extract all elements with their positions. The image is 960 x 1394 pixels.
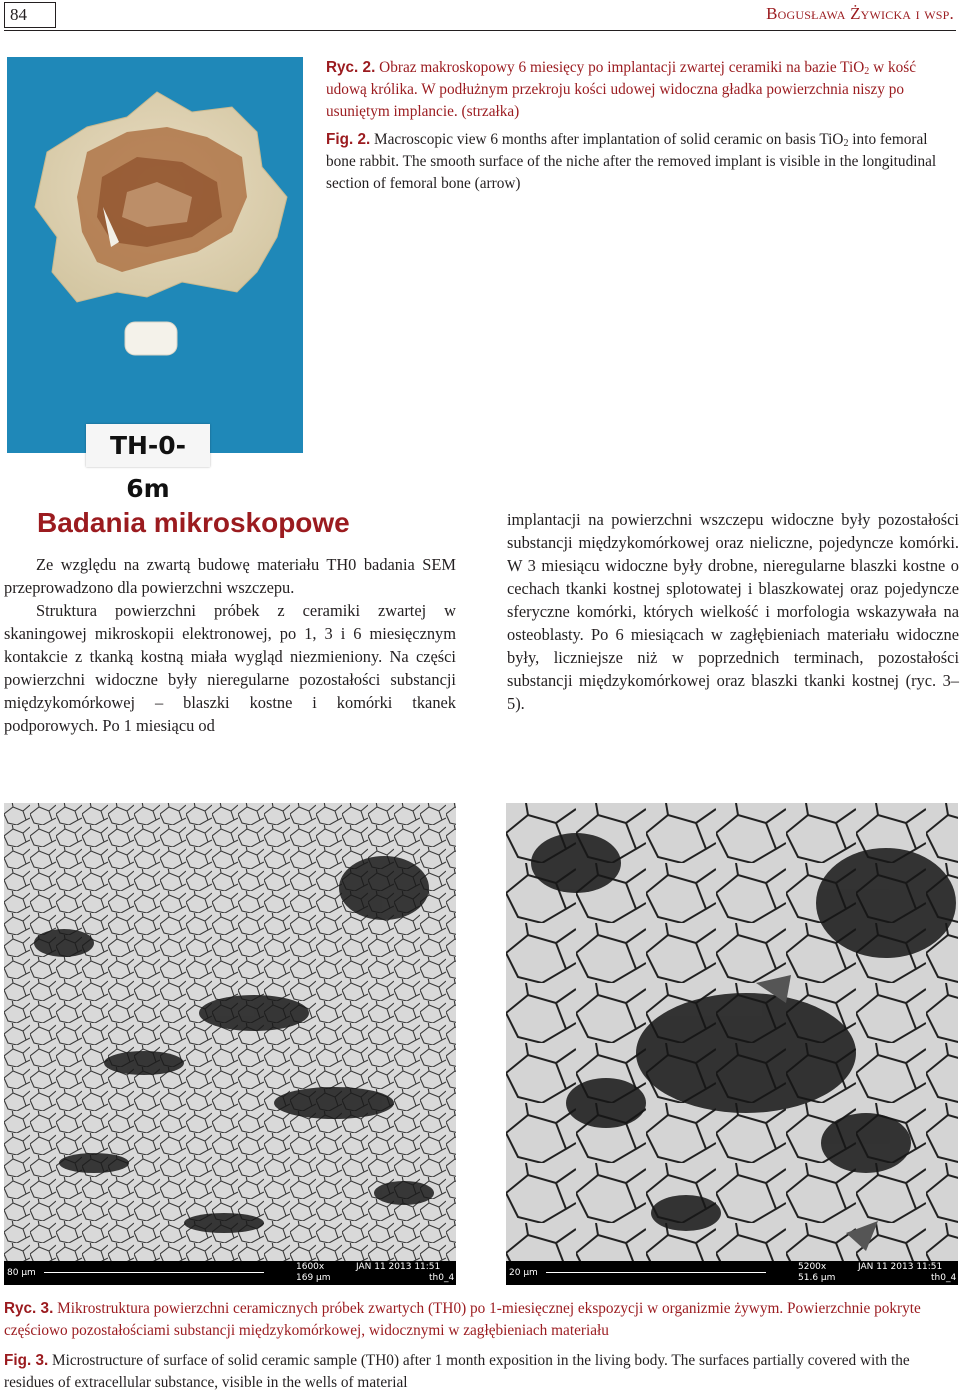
paragraph: Struktura powierzchni próbek z ceramiki zwartej w skaningowej mikroskopii elektronowej, po 1, 3 i 6 miesięcznym kontakcie z tkanką kostną miała wygląd niezmieniony. Na części powierzchni widoczne były nieregularne pozostałości substancji międzykomórkowej – blaszki kostne i komórki tkanek podporowych. Po 1 miesiącu od xyxy=(4,601,456,735)
magnification: 5200x xyxy=(798,1262,827,1272)
sem-info-bar xyxy=(506,1261,958,1285)
figure2-caption-pl: Ryc. 2. Obraz makroskopowy 6 miesięcy po implantacji zwartej ceramiki na bazie TiO$_2$ w kość udową królika. W podłużnym przekroju kości udowej widoczna gładka powierzchnia niszy po usuniętym implancie. (strzałka) xyxy=(326,59,917,120)
paragraph: Ze względu na zwartą budowę materiału TH0 badania SEM przeprowadzono dla powierzchni wszczepu. xyxy=(4,555,456,597)
figure3-caption-en: Fig. 3. Microstructure of surface of solid ceramic sample (TH0) after 1 month exposition in the living body. The surfaces partially covered with the residues of extracellular substance, visible in the wells of material xyxy=(4,1352,910,1391)
scale-line xyxy=(44,1272,264,1273)
caption-label: Ryc. 2. xyxy=(326,59,376,76)
magnification: 1600x xyxy=(296,1262,325,1272)
header-rule xyxy=(4,30,956,31)
field-width: 169 µm xyxy=(296,1273,331,1283)
body-column-left xyxy=(4,553,456,737)
figure2-caption-en: Fig. 2. Macroscopic view 6 months after implantation of solid ceramic on basis TiO$_2$ into femoral bone rabbit. The smooth surface of the niche after the removed implant is visible in the longitudinal section of femoral bone (arrow) xyxy=(326,131,937,192)
sem-micrograph xyxy=(506,803,958,1261)
section-heading: Badania mikroskopowe xyxy=(37,507,350,538)
timestamp: JAN 11 2013 11:51 xyxy=(858,1262,943,1272)
body-column-right xyxy=(507,508,959,715)
implant-cylinder xyxy=(125,322,177,355)
sem-image-5200x xyxy=(506,803,958,1285)
paragraph: implantacji na powierzchni wszczepu widoczne były pozostałości substancji międzykomórkowej oraz nieliczne, pojedyncze komórki. W 3 miesiącu widoczne były drobne, nieregularne blaszki kostne o cechach tkanki kostnej splotowatej i blaszkowatej oraz pojedyncze sferyczne komórki, których wielkość i morfologia wskazywała na osteoblasty. Po 6 miesiącach w zagłębieniach materiału widoczne były, liczniejsze niż w poprzednich terminach, pozostałości substancji międzykomórkowej oraz blaszki tkanki kostnej (ryc. 3–5). xyxy=(507,510,959,713)
sem-micrograph xyxy=(4,803,456,1261)
scale-label: 20 µm xyxy=(509,1268,538,1278)
field-width: 51.6 µm xyxy=(798,1273,836,1283)
specimen-label: TH-0- 6m xyxy=(86,424,210,467)
macroscopic-photo xyxy=(7,57,303,503)
caption-label: Fig. 3. xyxy=(4,1352,49,1369)
bone-specimen-drawing xyxy=(7,57,303,453)
sem-image-1600x xyxy=(4,803,456,1285)
image-name: th0_4 xyxy=(429,1273,455,1283)
running-header: Bogusława Żywicka i wsp. xyxy=(766,4,954,23)
timestamp: JAN 11 2013 11:51 xyxy=(356,1262,441,1272)
scale-line xyxy=(546,1272,766,1273)
caption-label: Fig. 2. xyxy=(326,131,371,148)
image-name: th0_4 xyxy=(931,1273,957,1283)
scale-label: 80 µm xyxy=(7,1268,36,1278)
caption-label: Ryc. 3. xyxy=(4,1300,54,1317)
sem-info-bar xyxy=(4,1261,456,1285)
figure3-caption-pl: Ryc. 3. Mikrostruktura powierzchni ceramicznych próbek zwartych (TH0) po 1-miesięcznej ekspozycji w organizmie żywym. Powierzchnie pokryte częściowo pozostałościami substancji międzykomórkowej, widocznymi w zagłębieniach materiału xyxy=(4,1300,921,1339)
page-number: 84 xyxy=(4,2,56,28)
